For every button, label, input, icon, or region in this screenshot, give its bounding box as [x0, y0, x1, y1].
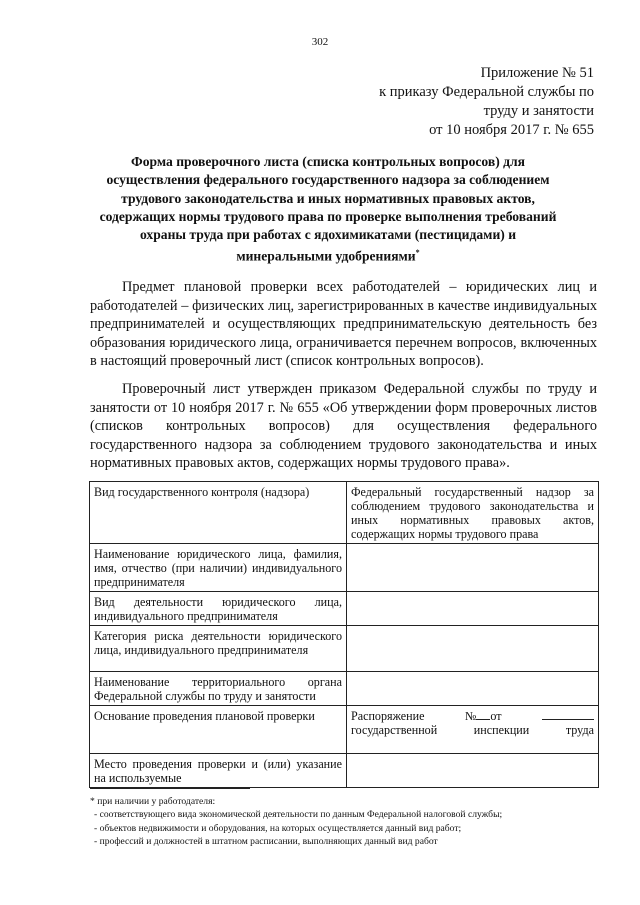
table-row [90, 754, 599, 788]
order-line-1 [351, 709, 594, 723]
table-row [90, 672, 599, 706]
row-value [347, 754, 599, 788]
inspection-info-table [89, 481, 599, 788]
title-footnote-mark: * [415, 248, 420, 258]
row-value [347, 672, 599, 706]
row-label: Вид государственного контроля (надзора) [90, 482, 347, 544]
footnote-item: - объектов недвижимости и оборудования, на которых осуществляется данный вид работ; [94, 822, 462, 834]
appendix-line-3: труду и занятости [483, 103, 594, 119]
order-word: Распоряжение [351, 709, 425, 723]
footnote-item: - соответствующего вида экономической деятельности по данным Федеральной налоговой службы; [94, 809, 503, 821]
appendix-line-1: Приложение № 51 [480, 65, 594, 81]
row-value [347, 544, 599, 592]
footnote-intro: * при наличии у работодателя: [90, 796, 216, 807]
table-row [90, 544, 599, 592]
appendix-header [334, 64, 594, 140]
appendix-line-2: к приказу Федеральной службы по [379, 84, 594, 100]
order-reference [347, 706, 599, 754]
paragraph-approval: Проверочный лист утвержден приказом Федеральной службы по труду и занятости от 10 ноября 2017 г. № 655 «Об утверждении форм проверочных листов (списков контрольных вопросов) для осуществления федерального государственного надзора за соблюдением трудового законодательства и иных нормативных правовых актов, содержащих нормы трудового права». [90, 381, 597, 472]
document-title [96, 153, 560, 266]
footnotes [90, 795, 590, 848]
row-label: Основание проведения плановой проверки [90, 706, 347, 754]
appendix-line-4: от 10 ноября 2017 г. № 655 [429, 122, 594, 138]
order-line-2: государственной инспекции труда [351, 723, 594, 737]
row-label: Категория риска деятельности юридического лица, индивидуального предпринимателя [90, 626, 347, 672]
table-row [90, 592, 599, 626]
row-label: Вид деятельности юридического лица, индивидуального предпринимателя [90, 592, 347, 626]
paragraph-scope: Предмет плановой проверки всех работодателей – юридических лиц и работодателей – физических лиц, зарегистрированных в качестве индивидуальных предпринимателей и осуществляющих предпринимательскую деятельность без образования юридического лица, ограничивается перечнем вопросов, включенных в настоящий проверочный лист (список контрольных вопросов). [90, 279, 597, 370]
document-title-text: Форма проверочного листа (списка контрольных вопросов) для осуществления федерального государственного надзора за соблюдением трудового законодательства и иных нормативных правовых актов, содержащих нормы трудового права по проверке выполнения требований охраны труда при работах с ядохимикатами (пестицидами) и минеральными удобрениями [99, 154, 557, 265]
row-label: Место проведения проверки и (или) указание на используемые [90, 754, 347, 788]
order-date-blank [542, 709, 594, 720]
row-value [347, 592, 599, 626]
table-row [90, 482, 599, 544]
row-label: Наименование юридического лица, фамилия, имя, отчество (при наличии) индивидуального предпринимателя [90, 544, 347, 592]
footnote-item: - профессий и должностей в штатном расписании, выполняющих данный вид работ [94, 835, 438, 847]
page-number: 302 [311, 36, 329, 48]
row-value: Федеральный государственный надзор за соблюдением трудового законодательства и иных нормативных правовых актов, содержащих нормы трудового права [347, 482, 599, 544]
table-row [90, 626, 599, 672]
footnote-separator [90, 788, 250, 789]
order-number-blank [476, 709, 490, 720]
row-value [347, 626, 599, 672]
table-row [90, 706, 599, 754]
row-label: Наименование территориального органа Федеральной службы по труду и занятости [90, 672, 347, 706]
order-number: № от [464, 709, 502, 723]
